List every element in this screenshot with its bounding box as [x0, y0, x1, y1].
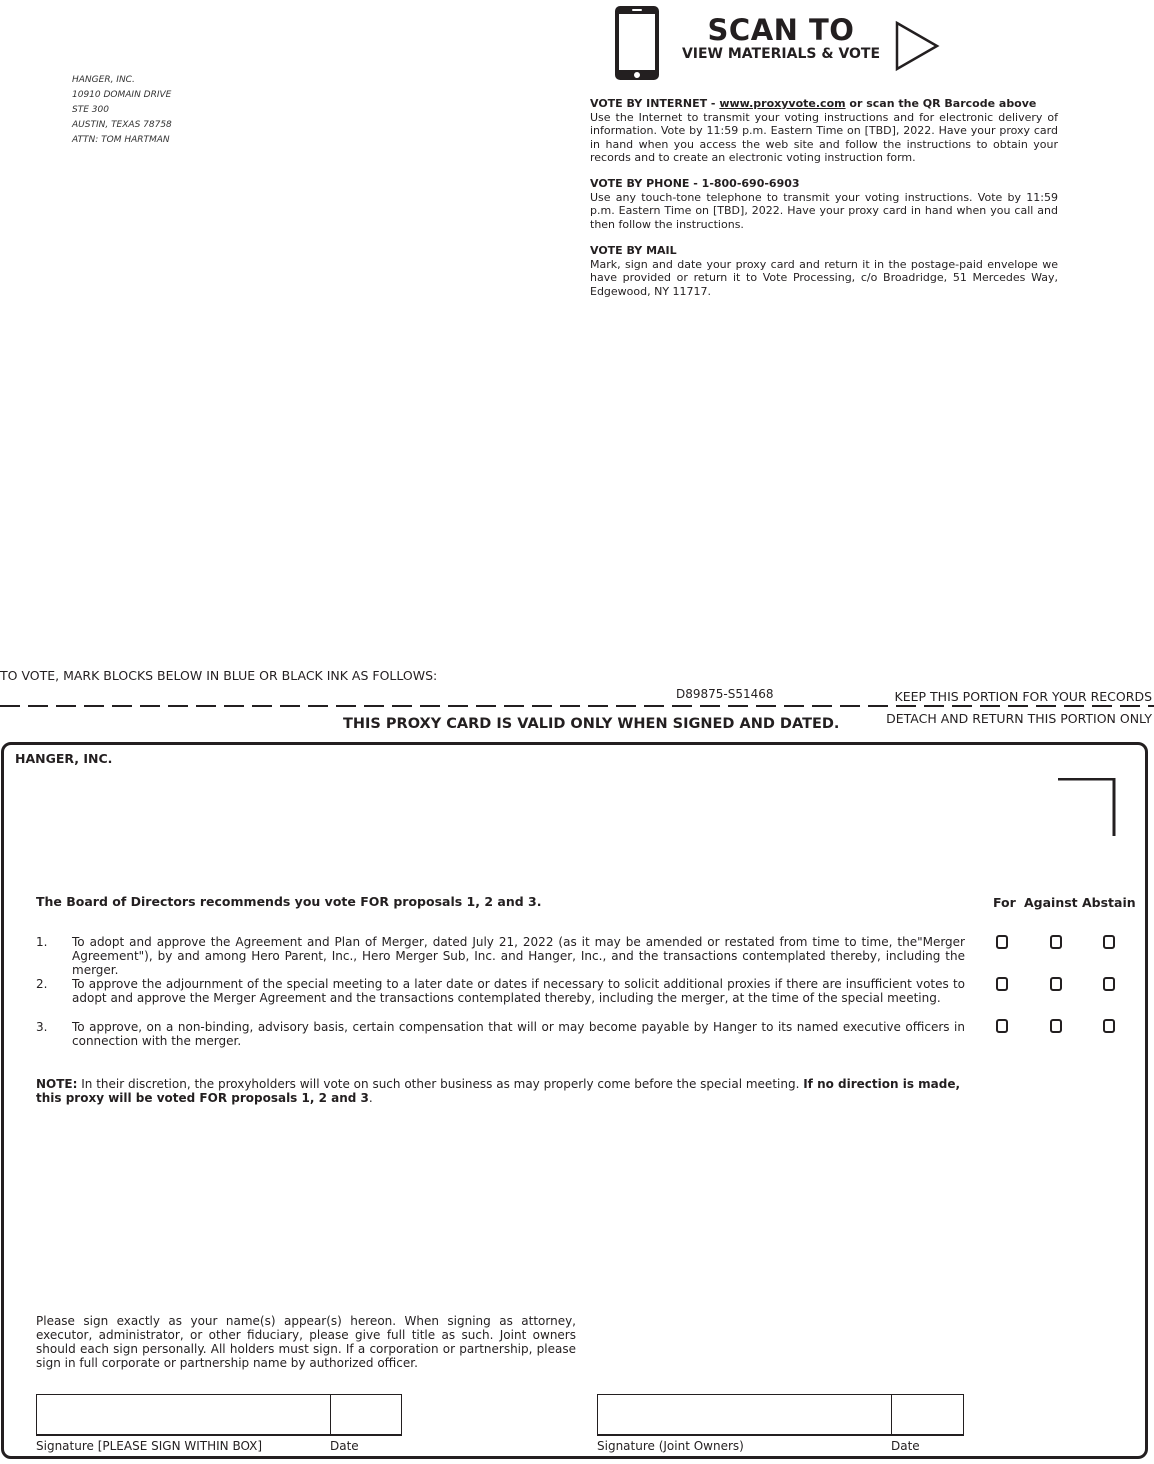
note-end: . — [368, 1091, 373, 1105]
proposal-number: 3. — [36, 1020, 48, 1034]
vote-internet-body: Use the Internet to transmit your voting instructions and for electronic delivery of information. Vote by 11:59 p.m. Eastern Time on [TBD], 2022. Have your proxy card in hand when you access the web site and follow the instructions to obtain your records and to create an electronic voting instruction form. — [590, 110, 1058, 164]
scan-to-vote-title — [676, 13, 886, 62]
address-line: ATTN: TOM HARTMAN — [72, 135, 170, 145]
proposal-1-abstain-checkbox[interactable] — [1103, 935, 1115, 949]
proposal-text: To approve, on a non-binding, advisory basis, certain compensation that will or may become payable by Hanger to its named executive officers in connection with the merger. — [72, 1020, 965, 1048]
scan-subtitle: VIEW MATERIALS & VOTE — [681, 46, 881, 62]
vote-phone-body: Use any touch-tone telephone to transmit your voting instructions. Vote by 11:59 p.m. Eastern Time on [TBD], 2022. Have your proxy card in hand when you call and then follow the instructions. — [590, 190, 1058, 231]
signature-date-divider — [330, 1394, 331, 1436]
joint-date-label: Date — [891, 1439, 920, 1453]
mark-instructions: TO VOTE, MARK BLOCKS BELOW IN BLUE OR BLACK INK AS FOLLOWS: — [0, 668, 438, 683]
detach-dashed-line — [0, 703, 1154, 709]
card-company-name: HANGER, INC. — [15, 751, 113, 766]
note-text: In their discretion, the proxyholders will vote on such other business as may properly come before the special meeting. — [77, 1077, 804, 1091]
proposal-number: 1. — [36, 935, 48, 949]
address-line: STE 300 — [72, 105, 109, 115]
signature-box[interactable] — [36, 1394, 402, 1436]
signature-label: Signature [PLEASE SIGN WITHIN BOX] — [36, 1439, 263, 1453]
vote-by-phone — [590, 177, 1058, 231]
address-line: AUSTIN, TEXAS 78758 — [72, 120, 172, 130]
proposal-2-for-checkbox[interactable] — [996, 977, 1008, 991]
proposal-1-for-checkbox[interactable] — [996, 935, 1008, 949]
corner-registration-mark — [1056, 778, 1116, 838]
valid-notice: THIS PROXY CARD IS VALID ONLY WHEN SIGNED AND DATED. — [343, 716, 840, 732]
control-id: D89875-S51468 — [676, 687, 774, 701]
vote-internet-head-suffix: or scan the QR Barcode above — [845, 97, 1037, 110]
joint-signature-box[interactable] — [597, 1394, 964, 1436]
sign-instructions: Please sign exactly as your name(s) appear(s) hereon. When signing as attorney, executor, administrator, or other fiduciary, please give full title as such. Joint owners should each sign personally. All holders must sign. If a corporation or partnership, please sign in full corporate or partnership name by authorized officer. — [36, 1314, 576, 1370]
note-label: NOTE: — [36, 1077, 78, 1091]
smartphone-icon — [613, 4, 661, 82]
proposal-text: To adopt and approve the Agreement and Plan of Merger, dated July 21, 2022 (as it may be amended or restated from time to time, the"Merger Agreement"), by and among Hero Parent, Inc., Hero Merger Sub, Inc. and Hanger, Inc., and the transactions contemplated thereby, including the merger. — [72, 935, 965, 977]
note-bold-text: If no direction is made, this proxy will be voted FOR proposals 1, 2 and 3 — [36, 1077, 961, 1105]
scan-title: SCAN TO — [707, 13, 855, 47]
proposal-1-against-checkbox[interactable] — [1050, 935, 1062, 949]
vote-by-mail — [590, 244, 1058, 298]
detach-return-label: DETACH AND RETURN THIS PORTION ONLY — [886, 711, 1152, 726]
play-arrow-icon — [894, 20, 940, 72]
vote-internet-heading — [590, 97, 1058, 111]
board-recommendation: The Board of Directors recommends you vote FOR proposals 1, 2 and 3. — [36, 894, 542, 909]
keep-portion-label: KEEP THIS PORTION FOR YOUR RECORDS — [894, 689, 1152, 704]
vote-internet-head-prefix: VOTE BY INTERNET - — [590, 97, 720, 110]
proposal-3-for-checkbox[interactable] — [996, 1019, 1008, 1033]
proposal-2-against-checkbox[interactable] — [1050, 977, 1062, 991]
column-abstain: Abstain — [1082, 895, 1136, 910]
vote-phone-heading: VOTE BY PHONE - 1-800-690-6903 — [590, 177, 800, 190]
date-label: Date — [330, 1439, 359, 1453]
address-line: 10910 DOMAIN DRIVE — [72, 90, 172, 100]
proxyvote-link[interactable]: www.proxyvote.com — [719, 97, 846, 110]
proposal-3-against-checkbox[interactable] — [1050, 1019, 1062, 1033]
vote-by-internet — [590, 97, 1058, 165]
column-against: Against — [1024, 895, 1078, 910]
address-line: HANGER, INC. — [72, 75, 135, 85]
column-for: For — [993, 895, 1016, 910]
proposal-text: To approve the adjournment of the special meeting to a later date or dates if necessary to solicit additional proxies if there are insufficient votes to adopt and approve the Merger Agreement and the transactions contemplated thereby, including the merger, at the time of the special meeting. — [72, 977, 965, 1005]
proposal-2-abstain-checkbox[interactable] — [1103, 977, 1115, 991]
joint-signature-date-divider — [891, 1394, 892, 1436]
proposal-number: 2. — [36, 977, 48, 991]
proposal-3-abstain-checkbox[interactable] — [1103, 1019, 1115, 1033]
joint-signature-label: Signature (Joint Owners) — [597, 1439, 744, 1453]
vote-mail-heading: VOTE BY MAIL — [590, 244, 677, 257]
vote-mail-body: Mark, sign and date your proxy card and return it in the postage-paid envelope we have provided or return it to Vote Processing, c/o Broadridge, 51 Mercedes Way, Edgewood, NY 11717. — [590, 257, 1058, 298]
proxy-note — [36, 1077, 966, 1105]
return-address — [72, 73, 172, 148]
